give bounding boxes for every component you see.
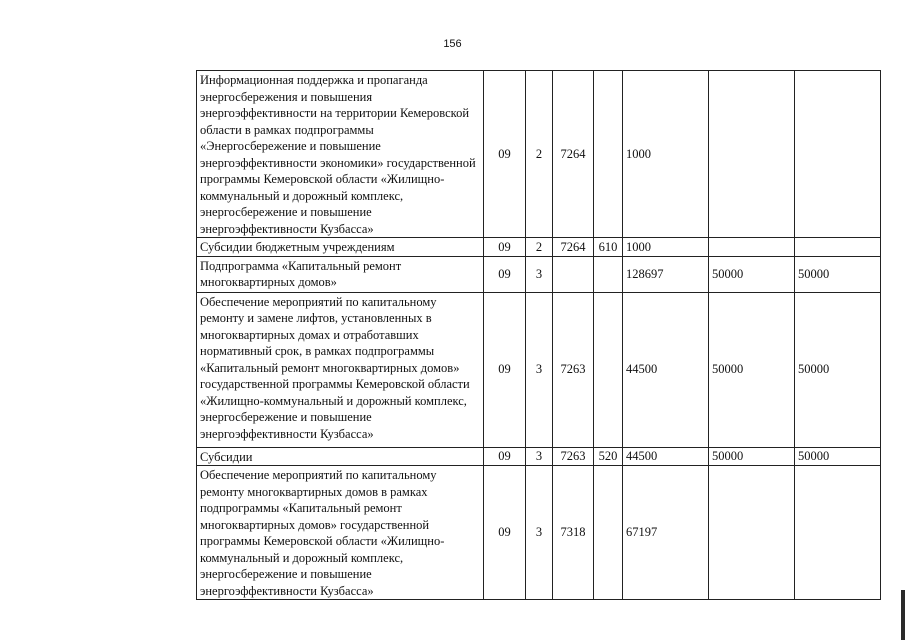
row-description: Обеспечение мероприятий по капитальному ремонту и замене лифтов, установленных в многоквартирных домах и отработавших нормативный срок, в рамках подпрограммы «Капитальный ремонт многоквартирных домов» государственной программы Кемеровской области «Жилищно-коммунальный и дорожный комплекс, энергосбережение и повышение энергоэффективности Кузбасса» (197, 292, 484, 447)
amount-year-3: 50000 (795, 292, 881, 447)
amount-year-1: 1000 (623, 71, 709, 238)
amount-year-2 (709, 238, 795, 257)
table-row (197, 71, 881, 238)
expense-type-code (594, 292, 623, 447)
table-row (197, 238, 881, 257)
row-description: Субсидии бюджетным учреждениям (197, 238, 484, 257)
target-code: 7264 (553, 71, 594, 238)
row-description: Субсидии (197, 447, 484, 466)
section-code: 09 (484, 292, 526, 447)
table-row (197, 466, 881, 600)
expense-type-code (594, 466, 623, 600)
target-code: 7318 (553, 466, 594, 600)
target-code: 7263 (553, 447, 594, 466)
amount-year-1: 1000 (623, 238, 709, 257)
amount-year-1: 128697 (623, 256, 709, 292)
amount-year-3 (795, 71, 881, 238)
section-code: 09 (484, 256, 526, 292)
target-code (553, 256, 594, 292)
amount-year-1: 67197 (623, 466, 709, 600)
subsection-code: 3 (526, 466, 553, 600)
amount-year-3 (795, 466, 881, 600)
page-number: 156 (443, 38, 462, 50)
amount-year-2: 50000 (709, 292, 795, 447)
expense-type-code: 520 (594, 447, 623, 466)
expense-type-code (594, 71, 623, 238)
subsection-code: 2 (526, 238, 553, 257)
amount-year-1: 44500 (623, 292, 709, 447)
target-code: 7264 (553, 238, 594, 257)
amount-year-3: 50000 (795, 447, 881, 466)
amount-year-1: 44500 (623, 447, 709, 466)
amount-year-3: 50000 (795, 256, 881, 292)
amount-year-3 (795, 238, 881, 257)
table-row (197, 256, 881, 292)
section-code: 09 (484, 466, 526, 600)
target-code: 7263 (553, 292, 594, 447)
table-row (197, 292, 881, 447)
section-code: 09 (484, 447, 526, 466)
budget-table (196, 70, 881, 600)
section-code: 09 (484, 71, 526, 238)
subsection-code: 3 (526, 292, 553, 447)
subsection-code: 3 (526, 256, 553, 292)
subsection-code: 2 (526, 71, 553, 238)
amount-year-2 (709, 71, 795, 238)
row-description: Подпрограмма «Капитальный ремонт многоквартирных домов» (197, 256, 484, 292)
expense-type-code (594, 256, 623, 292)
row-description: Обеспечение мероприятий по капитальному ремонту многоквартирных домов в рамках подпрограммы «Капитальный ремонт многоквартирных домов» государственной программы Кемеровской области «Жилищно-коммунальный и дорожный комплекс, энергосбережение и повышение энергоэффективности Кузбасса» (197, 466, 484, 600)
section-code: 09 (484, 238, 526, 257)
amount-year-2: 50000 (709, 256, 795, 292)
table-row (197, 447, 881, 466)
expense-type-code: 610 (594, 238, 623, 257)
amount-year-2: 50000 (709, 447, 795, 466)
amount-year-2 (709, 466, 795, 600)
scan-edge-mark (901, 590, 905, 640)
subsection-code: 3 (526, 447, 553, 466)
row-description: Информационная поддержка и пропаганда энергосбережения и повышения энергоэффективности на территории Кемеровской области в рамках подпрограммы «Энергосбережение и повышение энергоэффективности экономики» государственной программы Кемеровской области «Жилищно-коммунальный и дорожный комплекс, энергосбережение и повышение энергоэффективности Кузбасса» (197, 71, 484, 238)
